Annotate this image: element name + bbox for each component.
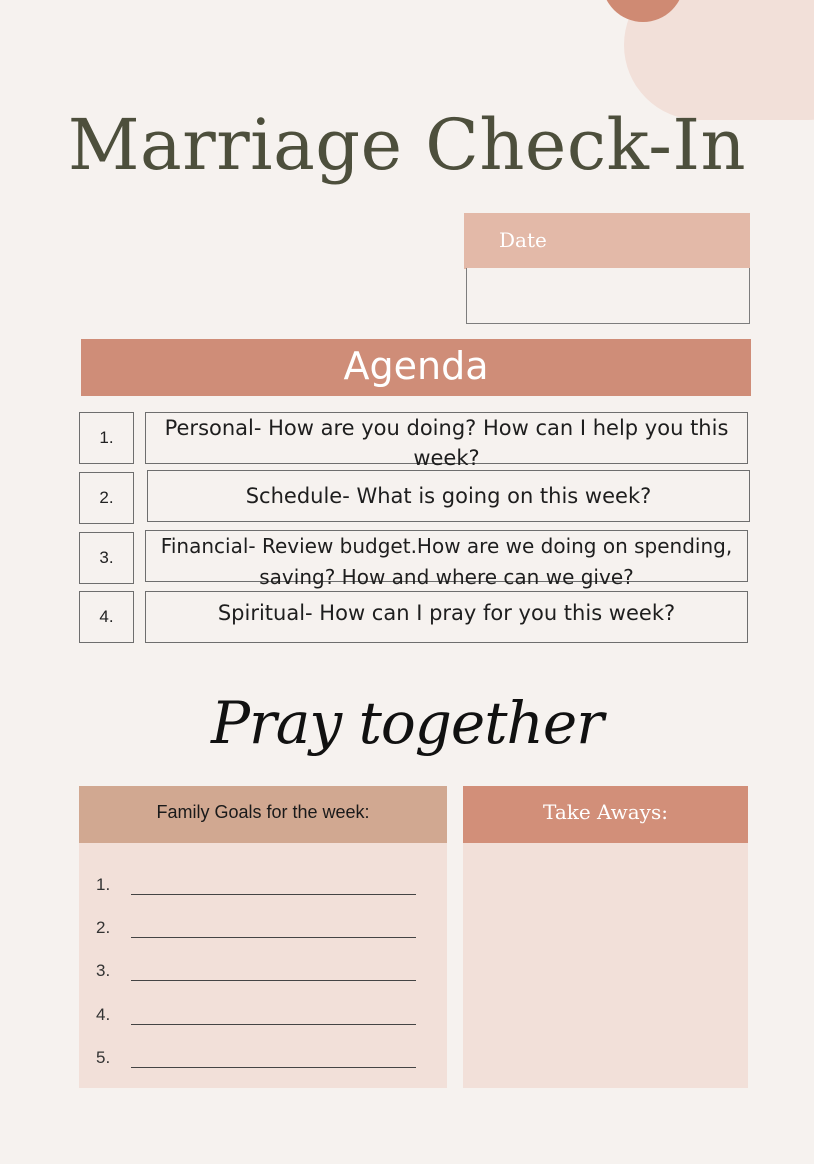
agenda-item-financial[interactable] bbox=[145, 530, 748, 589]
goal-number: 3. bbox=[96, 961, 111, 980]
agenda-number-3: 3. bbox=[79, 532, 134, 584]
agenda-item-text: Spiritual- How can I pray for you this week? bbox=[217, 601, 676, 625]
agenda-number-4: 4. bbox=[79, 591, 134, 643]
goal-row[interactable] bbox=[96, 995, 416, 1025]
goal-input-line[interactable] bbox=[131, 962, 416, 981]
goal-row[interactable] bbox=[96, 951, 416, 981]
goal-row[interactable] bbox=[96, 865, 416, 895]
goal-number: 4. bbox=[96, 1005, 111, 1024]
agenda-item-personal[interactable] bbox=[145, 412, 748, 470]
family-goals-panel bbox=[79, 843, 447, 1088]
family-goals-heading: Family Goals for the week: bbox=[79, 786, 447, 843]
goal-input-line[interactable] bbox=[131, 876, 416, 895]
page-title: Marriage Check-In bbox=[67, 104, 747, 186]
agenda-item-text: Schedule- What is going on this week? bbox=[245, 484, 652, 508]
take-aways-panel[interactable] bbox=[463, 843, 748, 1088]
goal-row[interactable] bbox=[96, 1038, 416, 1068]
goal-input-line[interactable] bbox=[131, 919, 416, 938]
goal-number: 2. bbox=[96, 918, 111, 937]
agenda-item-text: Financial- Review budget.How are we doing on spending, saving? How and where can we give? bbox=[160, 534, 733, 589]
date-label: Date bbox=[464, 213, 750, 269]
agenda-number-2: 2. bbox=[79, 472, 134, 524]
goal-input-line[interactable] bbox=[131, 1049, 416, 1068]
agenda-item-spiritual[interactable] bbox=[145, 591, 748, 643]
agenda-heading: Agenda bbox=[81, 339, 751, 396]
agenda-item-schedule[interactable] bbox=[147, 470, 750, 522]
goal-row[interactable] bbox=[96, 908, 416, 938]
take-aways-heading: Take Aways: bbox=[463, 786, 748, 843]
goal-number: 5. bbox=[96, 1048, 111, 1067]
goal-input-line[interactable] bbox=[131, 1006, 416, 1025]
goal-number: 1. bbox=[96, 875, 111, 894]
pray-together-heading: Pray together bbox=[211, 689, 603, 757]
agenda-item-text: Personal- How are you doing? How can I help you this week? bbox=[164, 416, 729, 470]
agenda-number-1: 1. bbox=[79, 412, 134, 464]
date-field[interactable] bbox=[466, 268, 750, 324]
